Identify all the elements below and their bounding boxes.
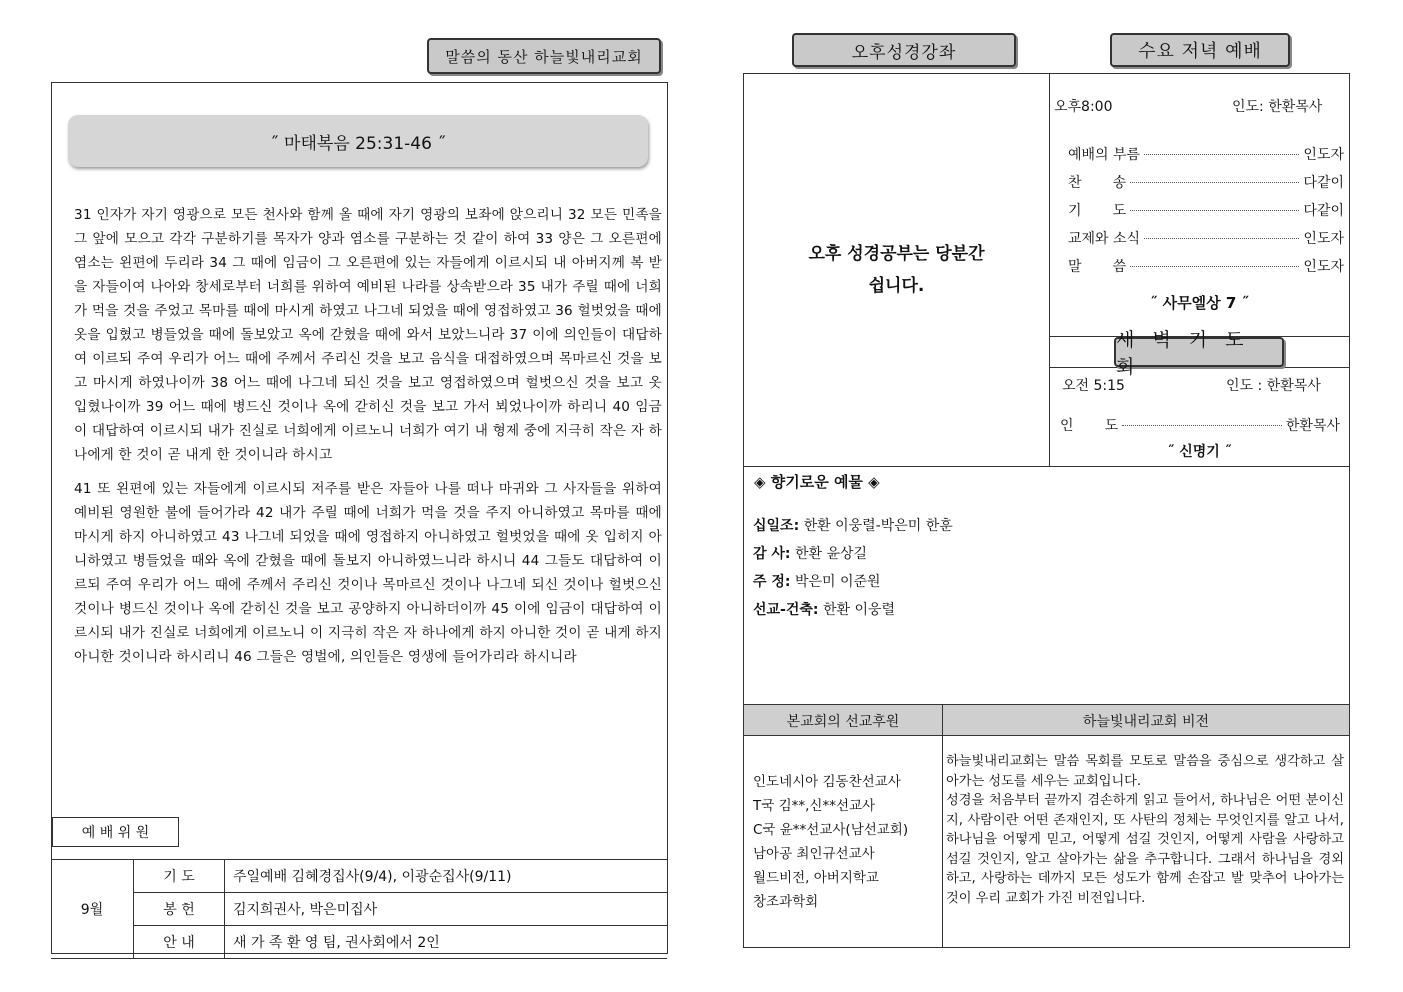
dawn-order-item: 인 도 [1060,418,1119,434]
offering-names: 한환 윤상길 [794,546,868,562]
passage-paragraph-1: 31 인자가 자기 영광으로 모든 천사와 함께 올 때에 자기 영광의 보좌에 앉으리니 32 모든 민족을 그 앞에 모으고 각각 구분하기를 목자가 양과 염소를 구분하는 것 같이 하여 33 양은 그 오른편에 염소는 왼편에 두리라 34 그 때에 임금이 그 오른편에 있는 자들에게 이르시되 내 아버지께 복 받을 자들이여 나아와 창세로부터 너희를 위하여 예비된 나라를 상속받으라 35 내가 주릴 때에 너희가 먹을 것을 주었고 목마를 때에 마시게 하였고 나그네 되었을 때에 영접하였고 36 헐벗었을 때에 옷을 입혔고 병들었을 때에 돌보았고 옥에 갇혔을 때에 와서 보았느니라 37 이에 의인들이 대답하여 이르되 주여 우리가 어느 때에 주께서 주리신 것을 보고 음식을 대접하였으며 목마르신 것을 보고 마시게 하였나이까 38 어느 때에 나그네 되신 것을 보고 영접하였으며 헐벗으신 것을 보고 옷 입혔나이까 39 어느 때에 병드신 것이나 옥에 갇히신 것을 보고 가서 뵈었나이까 하리니 40 임금이 대답하여 이르시되 내가 진실로 너희에게 이르노니 너희가 여기 내 형제 중에 지극히 작은 자 하나에게 한 것이 곧 내게 한 것이니라 하시고 [74,207,662,463]
dawn-order-who: 한환목사 [1285,418,1340,434]
offering-label: 선교-건축: [753,602,819,618]
order-item: 기 도 [1068,203,1127,219]
wednesday-service-tab-text: 수요 저녁 예배 [1138,41,1262,62]
offering-label: 주 정: [753,574,791,590]
order-who: 인도자 [1303,259,1344,275]
list-item: 남아공 최인규선교사 [753,846,875,862]
offering-section [744,466,1349,705]
offering-title: ◈ 향기로운 예물 ◈ [754,473,880,491]
dawn-prayer-tab-text: 새 벽 기 도 회 [1116,329,1250,378]
offering-names: 박은미 이준원 [794,574,881,590]
wed-scripture: ˝ 사무엘상 7 ˝ [1149,294,1250,312]
list-item [1068,172,1344,192]
order-who: 인도자 [1303,147,1344,163]
table-row [51,926,667,959]
wednesday-service-tab [1110,33,1290,67]
duty-role: 봉 헌 [134,893,225,926]
table-row [51,860,667,893]
list-item [753,599,953,619]
wed-time: 오후8:00 [1054,99,1113,115]
list-item [1068,256,1344,276]
list-item [1068,200,1344,220]
afternoon-notice-line-2: 쉽니다. [868,276,925,296]
list-item [1068,144,1344,164]
list-item: C국 윤**선교사(남선교회) [753,822,909,838]
scripture-passage [74,203,662,679]
dawn-order-row [1060,415,1340,435]
sermon-panel [51,82,668,954]
church-name-text: 말씀의 동산 하늘빛내리교회 [445,47,643,66]
leader-dots [1144,238,1299,239]
list-item: 월드비전, 아버지학교 [753,870,879,886]
dawn-prayer-tab [1114,329,1284,378]
dawn-prayer [1050,329,1349,467]
dawn-leader: 인도 : 한환목사 [1226,378,1321,394]
list-item [753,515,953,535]
passage-title: ˝ 마태복음 25:31-46 ˝ [270,133,446,154]
mission-vision-divider [942,704,943,947]
afternoon-notice [744,74,1049,466]
vision-text: 하늘빛내리교회는 말씀 목회를 모토로 말씀을 중심으로 생각하고 살아가는 성도를 세우는 교회입니다. 성경을 처음부터 끝까지 겸손하게 읽고 들어서, 하나님은 어떤 분이신지, 사람이란 어떤 존재인지, 또 사탄의 정체는 무엇인지를 알고 나서, 하나님을 어떻게 믿고, 어떻게 섬길 것인지, 어떻게 사람을 사랑하고 섬길 것인지, 알고 살아가는 삶을 추구합니다. 그래서 하나님을 경외하고, 사랑하는 데까지 모든 성도가 함께 손잡고 발 맞추어 나아가는 것이 우리 교회가 가진 비전입니다. [946,754,1344,906]
order-item: 예배의 부름 [1068,147,1141,163]
bulletin-right-frame [743,73,1350,948]
list-item: 창조과학회 [753,894,819,910]
mission-vision-header [744,704,1349,736]
leader-dots [1144,154,1299,155]
duty-value: 주일예배 김혜경집사(9/4), 이광순집사(9/11) [225,860,668,893]
order-item: 말 씀 [1068,259,1127,275]
order-who: 다같이 [1303,175,1344,191]
afternoon-notice-line-1: 오후 성경공부는 당분간 [808,244,985,264]
church-name-tag [427,38,661,74]
offering-list [753,515,953,627]
duty-value: 새 가 족 환 영 팀, 권사회에서 2인 [225,926,668,959]
mission-list [753,770,939,914]
wed-order-list [1068,144,1344,284]
offering-label: 십일조: [753,518,800,534]
offering-label: 감 사: [753,546,791,562]
duty-header-text: 예 배 위 원 [81,825,150,841]
leader-dots [1130,182,1299,183]
afternoon-class-tab-text: 오후성경강좌 [851,42,957,63]
list-item [753,571,953,591]
order-who: 다같이 [1303,203,1344,219]
duty-month: 9월 [51,860,134,959]
passage-paragraph-2: 41 또 왼편에 있는 자들에게 이르시되 저주를 받은 자들아 나를 떠나 마귀와 그 사자들을 위하여 예비된 영원한 불에 들어가라 42 내가 주릴 때에 너희가 먹을 것을 주지 아니하였고 목마를 때에 마시게 하지 아니하였고 43 나그네 되었을 때에 영접하지 아니하였고 헐벗었을 때에 옷 입히지 아니하였고 병들었을 때와 옥에 갇혔을 때에 돌보지 아니하였느니라 하시니 44 그들도 대답하여 이르되 주여 우리가 어느 때에 주께서 주리신 것이나 목마르신 것이나 나그네 되신 것이나 헐벗으신 것이나 병드신 것이나 옥에 갇히신 것을 보고 공양하지 아니하더이까 45 이에 임금이 대답하여 이르시되 내가 진실로 너희에게 이르노니 이 지극히 작은 자 하나에게 하지 아니한 것이 곧 내게 하지 아니한 것이니라 하시리니 46 그들은 영벌에, 의인들은 영생에 들어가리라 하시니라 [74,481,662,665]
list-item [1068,228,1344,248]
leader-dots [1130,210,1299,211]
leader-dots [1122,425,1282,426]
wednesday-service [1050,74,1349,336]
afternoon-class-tab [792,33,1016,67]
table-row [51,893,667,926]
offering-names: 한환 이웅렬-박은미 한훈 [803,518,953,534]
offering-names: 한환 이웅렬 [822,602,896,618]
list-item: T국 김**,신**선교사 [753,798,876,814]
duty-value: 김지희권사, 박은미집사 [225,893,668,926]
dawn-time: 오전 5:15 [1062,378,1125,394]
order-who: 인도자 [1303,231,1344,247]
duty-header [52,817,179,847]
leader-dots [1130,266,1299,267]
order-item: 교제와 소식 [1068,231,1141,247]
mission-header: 본교회의 선교후원 [786,714,900,730]
order-item: 찬 송 [1068,175,1127,191]
passage-title-bar [68,115,648,167]
dawn-scripture: ˝ 신명기 ˝ [1167,444,1232,460]
vision-header: 하늘빛내리교회 비전 [1082,714,1210,730]
duty-role: 안 내 [134,926,225,959]
duty-table [51,859,667,959]
wed-leader: 인도: 한환목사 [1232,99,1323,115]
duty-role: 기 도 [134,860,225,893]
list-item: 인도네시아 김동찬선교사 [753,774,901,790]
list-item [753,543,953,563]
